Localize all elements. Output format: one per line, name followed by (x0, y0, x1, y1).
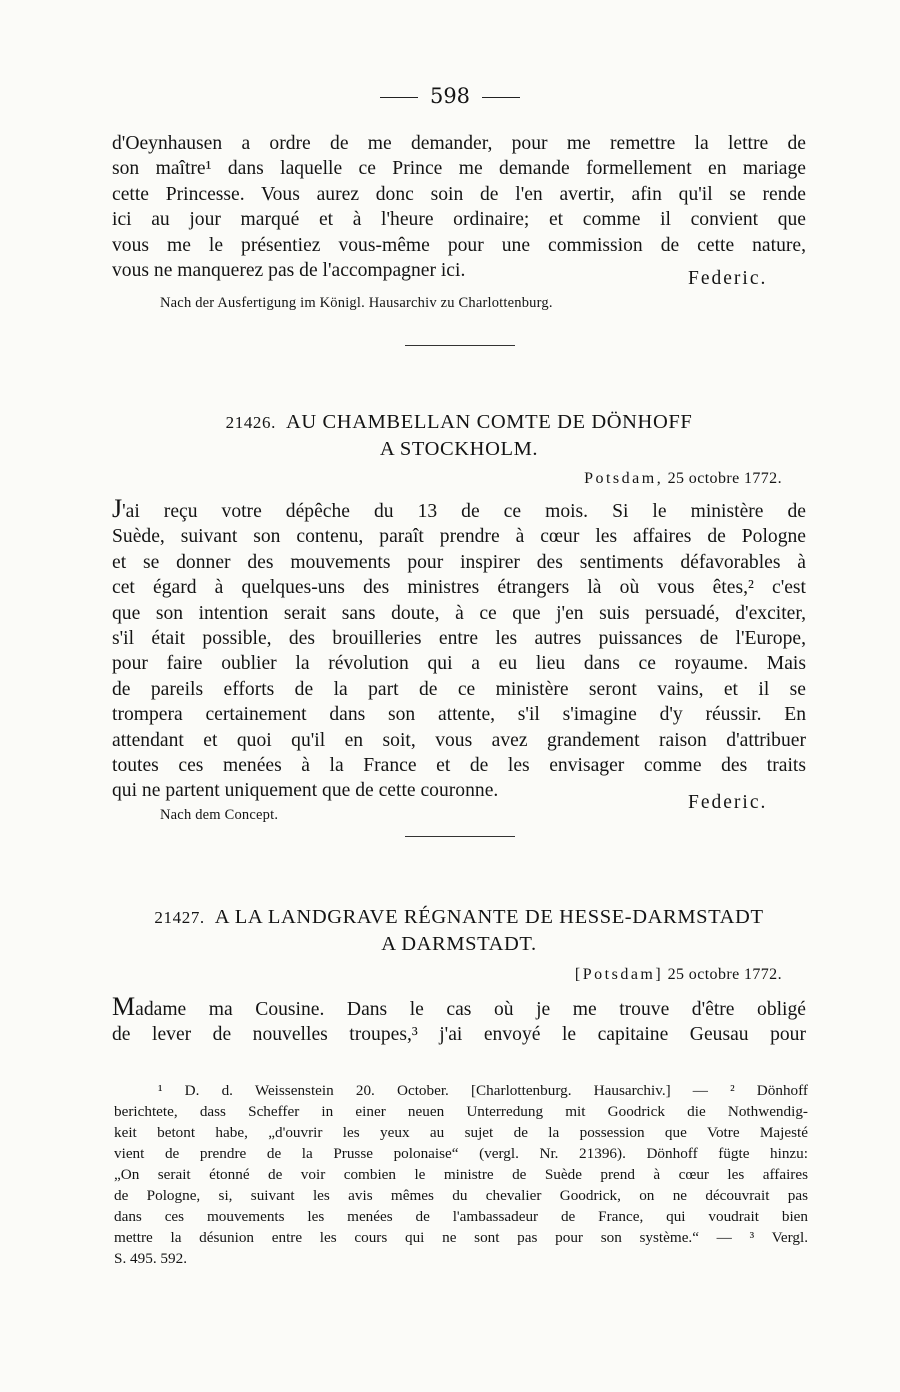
letter-heading (112, 409, 806, 462)
date-place: Potsdam, (584, 470, 664, 487)
recipient-place: A STOCKHOLM. (379, 438, 539, 460)
section-divider (405, 836, 515, 837)
dateline (584, 470, 782, 488)
footnotes (114, 1080, 808, 1269)
page-number-dash-right (482, 97, 520, 98)
date-place: [Potsdam] (574, 966, 664, 983)
signature: Federic. (688, 268, 768, 289)
text-line: et se donner des mouvements pour inspirer des sentiments défavorables à (112, 551, 806, 573)
footnote-line: berichtete, dass Scheffer in einer neuen Unterredung mit Goodrick die Nothwendig- (114, 1103, 808, 1120)
initial-letter: J (112, 494, 123, 523)
text-line (112, 496, 806, 524)
text-line (112, 994, 806, 1022)
section-divider (405, 345, 515, 346)
text-line: attendant et quoi qu'il en soit, vous avez grandement raison d'attribuer (112, 729, 806, 751)
footnote-line: ¹ D. d. Weissenstein 20. October. [Charlottenburg. Hausarchiv.] — ² Dönhoff (158, 1082, 808, 1099)
text-line: ici au jour marqué et à l'heure ordinaire; et comme il convient que (112, 209, 806, 231)
source-note: Nach dem Concept. (160, 807, 279, 823)
text-line: s'il était possible, des brouilleries entre les autres puissances de l'Europe, (112, 628, 806, 650)
letter-heading (106, 904, 812, 957)
footnote-line: „On serait étonné de voir combien le ministre de Suède prend à cœur les affaires (114, 1166, 808, 1183)
recipient-line: A LA LANDGRAVE RÉGNANTE DE HESSE-DARMSTADT (214, 906, 764, 928)
text-fragment: 'ai reçu votre dépêche du 13 de ce mois. Si le ministère de (122, 501, 806, 522)
text-line: trompera certainement dans son attente, s'il s'imagine d'y réussir. En (112, 704, 806, 726)
text-line: de lever de nouvelles troupes,³ j'ai envoyé le capitaine Geusau pour (112, 1024, 806, 1046)
date-text: 25 octobre 1772. (667, 966, 782, 983)
continuation-paragraph (112, 131, 806, 283)
text-fragment: adame ma Cousine. Dans le cas où je me trouve d'être obligé (135, 999, 806, 1020)
date-text: 25 octobre 1772. (667, 470, 782, 487)
initial-letter: M (112, 992, 136, 1021)
text-line: toutes ces menées à la France et de les envisager comme des traits (112, 755, 806, 777)
footnote-line: de Pologne, si, suivant les avis mêmes du chevalier Goodrick, on ne découvrait pas (114, 1187, 808, 1204)
page-number-text: 598 (429, 84, 471, 108)
text-line: pour faire oublier la révolution qui a eu lieu dans ce royaume. Mais (112, 653, 806, 675)
footnote-line: S. 495. 592. (114, 1250, 187, 1267)
text-line: d'Oeynhausen a ordre de me demander, pour me remettre la lettre de (112, 133, 806, 154)
text-line: de pareils efforts de la part de ce ministère seront vains, et il se (112, 678, 806, 700)
recipient-line: AU CHAMBELLAN COMTE DE DÖNHOFF (285, 411, 693, 433)
text-line: son maître¹ dans laquelle ce Prince me demande formellement en mariage (112, 158, 806, 180)
letter-number: 21426. (225, 413, 276, 432)
footnote-line: mettre la désunion entre les cours qui ne sont pas pour son système.“ — ³ Vergl. (114, 1229, 808, 1246)
letter-number: 21427. (154, 908, 205, 927)
signature: Federic. (688, 792, 768, 813)
footnote-line: keit betont habe, „d'ouvrir les yeux au sujet de la possession que Votre Majesté (114, 1124, 808, 1141)
text-line: vous ne manquerez pas de l'accompagner ici. (112, 260, 466, 282)
page-number-dash-left (380, 97, 418, 98)
text-line: cet égard à quelques-uns des ministres étrangers là où vous êtes,² c'est (112, 577, 806, 599)
footnote-line: dans ces mouvements les menées de l'ambassadeur de France, qui voudrait bien (114, 1208, 808, 1225)
page-number (0, 84, 900, 108)
letter-body (112, 496, 806, 804)
text-line: Suède, suivant son contenu, paraît prendre à cœur les affaires de Pologne (112, 526, 806, 548)
text-line: qui ne partent uniquement que de cette couronne. (112, 780, 499, 802)
source-note: Nach der Ausfertigung im Königl. Hausarchiv zu Charlottenburg. (160, 295, 553, 311)
text-line: cette Princesse. Vous aurez donc soin de l'en avertir, afin qu'il se rende (112, 183, 806, 205)
dateline (575, 966, 782, 984)
recipient-place: A DARMSTADT. (381, 933, 537, 955)
text-line: vous me le présentiez vous-même pour une commission de cette nature, (112, 234, 806, 256)
footnote-line: vient de prendre de la Prusse polonaise“ (vergl. Nr. 21396). Dönhoff fügte hinzu: (114, 1145, 808, 1162)
text-line: que son intention serait sans doute, à ce que j'en suis persuadé, d'exciter, (112, 602, 806, 624)
letter-body (112, 994, 806, 1048)
